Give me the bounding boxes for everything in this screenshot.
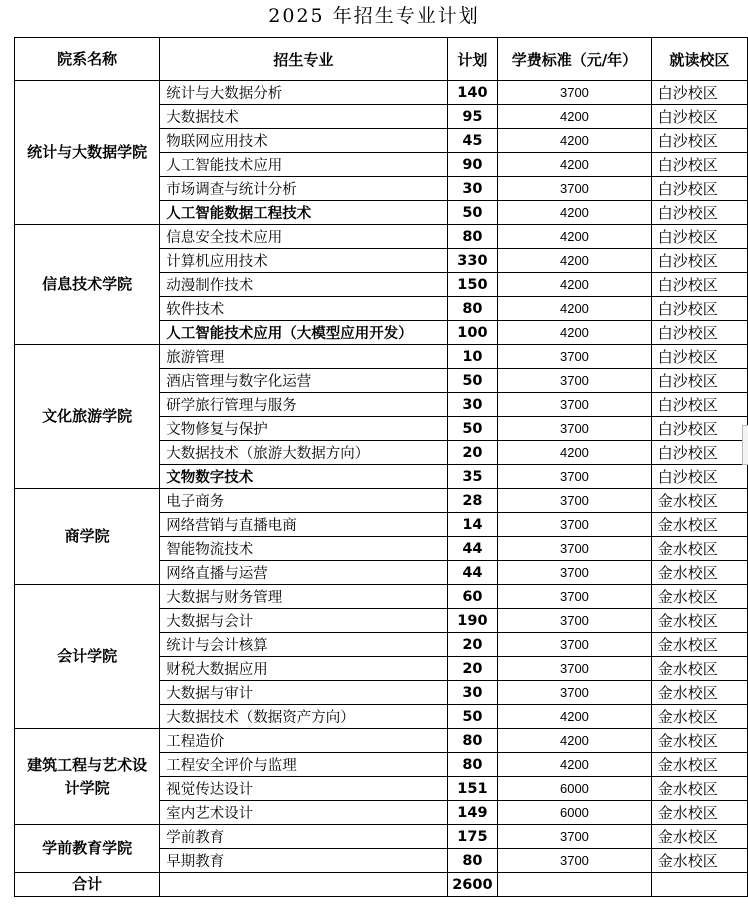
plan-cell: 10 <box>447 345 498 369</box>
plan-cell: 151 <box>447 777 498 801</box>
dept-cell: 学前教育学院 <box>15 825 160 873</box>
major-cell: 网络营销与直播电商 <box>160 513 447 537</box>
plan-cell: 30 <box>447 393 498 417</box>
plan-cell: 100 <box>447 321 498 345</box>
major-cell: 学前教育 <box>160 825 447 849</box>
header-major: 招生专业 <box>160 38 447 81</box>
campus-cell: 白沙校区 <box>651 441 747 465</box>
campus-cell: 白沙校区 <box>651 345 747 369</box>
plan-cell: 50 <box>447 705 498 729</box>
fee-cell: 3700 <box>498 177 652 201</box>
plan-cell: 50 <box>447 201 498 225</box>
campus-cell: 金水校区 <box>651 825 747 849</box>
fee-cell: 3700 <box>498 561 652 585</box>
campus-cell: 金水校区 <box>651 801 747 825</box>
campus-cell: 白沙校区 <box>651 393 747 417</box>
fee-cell: 4200 <box>498 753 652 777</box>
plan-cell: 28 <box>447 489 498 513</box>
campus-cell: 白沙校区 <box>651 465 747 489</box>
campus-cell: 金水校区 <box>651 657 747 681</box>
campus-cell: 金水校区 <box>651 609 747 633</box>
major-cell: 大数据与财务管理 <box>160 585 447 609</box>
major-cell: 财税大数据应用 <box>160 657 447 681</box>
campus-cell: 白沙校区 <box>651 177 747 201</box>
plan-cell: 330 <box>447 249 498 273</box>
campus-cell: 白沙校区 <box>651 321 747 345</box>
enrollment-plan-table <box>14 37 748 897</box>
campus-cell: 金水校区 <box>651 489 747 513</box>
major-cell: 大数据技术 <box>160 105 447 129</box>
table-header-row <box>15 38 748 81</box>
major-cell: 信息安全技术应用 <box>160 225 447 249</box>
fee-cell: 4200 <box>498 201 652 225</box>
plan-cell: 50 <box>447 417 498 441</box>
campus-cell: 白沙校区 <box>651 249 747 273</box>
plan-cell: 80 <box>447 849 498 873</box>
plan-cell: 80 <box>447 225 498 249</box>
campus-cell: 白沙校区 <box>651 201 747 225</box>
major-cell: 旅游管理 <box>160 345 447 369</box>
dept-cell: 信息技术学院 <box>15 225 160 345</box>
campus-cell: 金水校区 <box>651 753 747 777</box>
fee-cell: 3700 <box>498 417 652 441</box>
major-cell: 人工智能技术应用（大模型应用开发） <box>160 321 447 345</box>
plan-cell: 149 <box>447 801 498 825</box>
total-campus-empty <box>651 873 747 897</box>
total-plan: 2600 <box>447 873 498 897</box>
plan-cell: 35 <box>447 465 498 489</box>
fee-cell: 3700 <box>498 393 652 417</box>
major-cell: 早期教育 <box>160 849 447 873</box>
fee-cell: 4200 <box>498 129 652 153</box>
fee-cell: 6000 <box>498 777 652 801</box>
fee-cell: 4200 <box>498 729 652 753</box>
table-row <box>15 225 748 249</box>
fee-cell: 3700 <box>498 513 652 537</box>
plan-cell: 30 <box>447 177 498 201</box>
fee-cell: 4200 <box>498 105 652 129</box>
campus-cell: 金水校区 <box>651 777 747 801</box>
table-row <box>15 489 748 513</box>
major-cell: 人工智能数据工程技术 <box>160 201 447 225</box>
plan-cell: 95 <box>447 105 498 129</box>
major-cell: 工程安全评价与监理 <box>160 753 447 777</box>
fee-cell: 4200 <box>498 321 652 345</box>
plan-cell: 20 <box>447 441 498 465</box>
plan-cell: 44 <box>447 537 498 561</box>
dept-cell: 建筑工程与艺术设计学院 <box>15 729 160 825</box>
fee-cell: 4200 <box>498 705 652 729</box>
fee-cell: 3700 <box>498 369 652 393</box>
header-dept: 院系名称 <box>15 38 160 81</box>
fee-cell: 3700 <box>498 585 652 609</box>
campus-cell: 金水校区 <box>651 633 747 657</box>
campus-cell: 金水校区 <box>651 537 747 561</box>
dept-cell: 商学院 <box>15 489 160 585</box>
plan-cell: 190 <box>447 609 498 633</box>
major-cell: 大数据与审计 <box>160 681 447 705</box>
plan-cell: 20 <box>447 657 498 681</box>
table-row <box>15 729 748 753</box>
table-row <box>15 345 748 369</box>
major-cell: 智能物流技术 <box>160 537 447 561</box>
major-cell: 人工智能技术应用 <box>160 153 447 177</box>
campus-cell: 白沙校区 <box>651 81 747 105</box>
major-cell: 软件技术 <box>160 297 447 321</box>
major-cell: 大数据与会计 <box>160 609 447 633</box>
total-row <box>15 873 748 897</box>
campus-cell: 白沙校区 <box>651 225 747 249</box>
major-cell: 计算机应用技术 <box>160 249 447 273</box>
major-cell: 电子商务 <box>160 489 447 513</box>
fee-cell: 3700 <box>498 633 652 657</box>
fee-cell: 3700 <box>498 681 652 705</box>
fee-cell: 4200 <box>498 273 652 297</box>
campus-cell: 金水校区 <box>651 513 747 537</box>
campus-cell: 白沙校区 <box>651 153 747 177</box>
header-fee: 学费标准（元/年） <box>498 38 652 81</box>
total-fee-empty <box>498 873 652 897</box>
major-cell: 统计与大数据分析 <box>160 81 447 105</box>
major-cell: 大数据技术（数据资产方向） <box>160 705 447 729</box>
plan-cell: 14 <box>447 513 498 537</box>
campus-cell: 白沙校区 <box>651 297 747 321</box>
campus-cell: 金水校区 <box>651 561 747 585</box>
plan-cell: 60 <box>447 585 498 609</box>
campus-cell: 白沙校区 <box>651 273 747 297</box>
major-cell: 网络直播与运营 <box>160 561 447 585</box>
table-body <box>15 81 748 873</box>
table-row <box>15 585 748 609</box>
major-cell: 动漫制作技术 <box>160 273 447 297</box>
fee-cell: 4200 <box>498 225 652 249</box>
plan-cell: 90 <box>447 153 498 177</box>
major-cell: 酒店管理与数字化运营 <box>160 369 447 393</box>
major-cell: 研学旅行管理与服务 <box>160 393 447 417</box>
plan-cell: 80 <box>447 297 498 321</box>
plan-cell: 80 <box>447 753 498 777</box>
fee-cell: 6000 <box>498 801 652 825</box>
plan-cell: 20 <box>447 633 498 657</box>
major-cell: 文物数字技术 <box>160 465 447 489</box>
edge-handle <box>742 425 748 465</box>
plan-cell: 44 <box>447 561 498 585</box>
fee-cell: 3700 <box>498 825 652 849</box>
major-cell: 文物修复与保护 <box>160 417 447 441</box>
fee-cell: 4200 <box>498 153 652 177</box>
campus-cell: 金水校区 <box>651 729 747 753</box>
dept-cell: 文化旅游学院 <box>15 345 160 489</box>
header-campus: 就读校区 <box>651 38 747 81</box>
major-cell: 大数据技术（旅游大数据方向） <box>160 441 447 465</box>
fee-cell: 3700 <box>498 489 652 513</box>
plan-cell: 45 <box>447 129 498 153</box>
major-cell: 统计与会计核算 <box>160 633 447 657</box>
campus-cell: 白沙校区 <box>651 129 747 153</box>
plan-cell: 50 <box>447 369 498 393</box>
plan-cell: 80 <box>447 729 498 753</box>
fee-cell: 3700 <box>498 537 652 561</box>
total-label: 合计 <box>15 873 160 897</box>
fee-cell: 3700 <box>498 345 652 369</box>
table-row <box>15 825 748 849</box>
plan-cell: 140 <box>447 81 498 105</box>
campus-cell: 白沙校区 <box>651 105 747 129</box>
dept-cell: 会计学院 <box>15 585 160 729</box>
fee-cell: 3700 <box>498 657 652 681</box>
campus-cell: 白沙校区 <box>651 417 747 441</box>
major-cell: 物联网应用技术 <box>160 129 447 153</box>
table-row <box>15 81 748 105</box>
major-cell: 工程造价 <box>160 729 447 753</box>
fee-cell: 4200 <box>498 297 652 321</box>
plan-cell: 175 <box>447 825 498 849</box>
major-cell: 视觉传达设计 <box>160 777 447 801</box>
campus-cell: 金水校区 <box>651 585 747 609</box>
dept-cell: 统计与大数据学院 <box>15 81 160 225</box>
fee-cell: 3700 <box>498 609 652 633</box>
fee-cell: 3700 <box>498 465 652 489</box>
campus-cell: 金水校区 <box>651 705 747 729</box>
fee-cell: 3700 <box>498 81 652 105</box>
major-cell: 市场调查与统计分析 <box>160 177 447 201</box>
campus-cell: 金水校区 <box>651 681 747 705</box>
campus-cell: 金水校区 <box>651 849 747 873</box>
fee-cell: 4200 <box>498 249 652 273</box>
plan-cell: 30 <box>447 681 498 705</box>
total-major-empty <box>160 873 447 897</box>
fee-cell: 4200 <box>498 441 652 465</box>
major-cell: 室内艺术设计 <box>160 801 447 825</box>
fee-cell: 3700 <box>498 849 652 873</box>
header-plan: 计划 <box>447 38 498 81</box>
page-title: 2025 年招生专业计划 <box>268 5 480 27</box>
plan-cell: 150 <box>447 273 498 297</box>
campus-cell: 白沙校区 <box>651 369 747 393</box>
